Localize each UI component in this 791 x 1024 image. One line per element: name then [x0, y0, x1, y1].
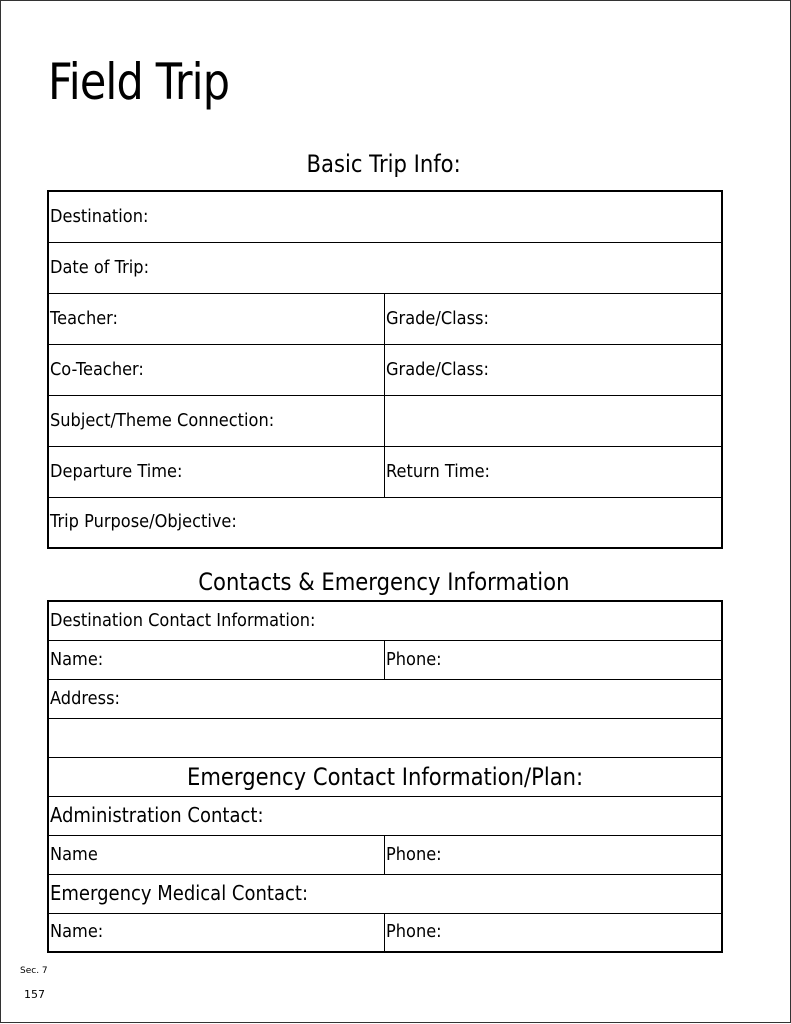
contacts-heading: [47, 566, 721, 598]
admin-name-field[interactable]: [48, 835, 384, 874]
destination-field[interactable]: [48, 191, 722, 242]
subject-connection-field[interactable]: [48, 395, 384, 446]
table-row: [48, 640, 722, 679]
table-row: [48, 293, 722, 344]
admin-name-label: Name: [50, 843, 98, 865]
table-row: [48, 191, 722, 242]
basic-info-heading-text: Basic Trip Info:: [306, 150, 462, 178]
medical-phone-label: Phone:: [385, 921, 442, 943]
teacher-grade-label: Grade/Class:: [385, 307, 489, 329]
table-row: [48, 913, 722, 952]
subject-connection-value-field[interactable]: [384, 395, 722, 446]
destination-label: Destination:: [50, 205, 149, 227]
date-of-trip-label: Date of Trip:: [50, 256, 150, 278]
table-row: [48, 835, 722, 874]
table-row: [48, 796, 722, 835]
basic-info-heading: [47, 148, 721, 180]
destination-contact-label: Destination Contact Information:: [50, 609, 316, 631]
return-time-field[interactable]: [384, 446, 722, 497]
medical-phone-field[interactable]: [384, 913, 722, 952]
basic-info-table: [47, 190, 723, 549]
address-label: Address:: [50, 687, 120, 709]
table-row: [48, 395, 722, 446]
medical-name-field[interactable]: [48, 913, 384, 952]
table-row: [48, 874, 722, 913]
contact-name-label: Name:: [50, 648, 104, 670]
teacher-grade-field[interactable]: [384, 293, 722, 344]
co-teacher-field[interactable]: [48, 344, 384, 395]
co-teacher-label: Co-Teacher:: [50, 358, 144, 380]
table-row: [48, 242, 722, 293]
subject-connection-label: Subject/Theme Connection:: [50, 409, 275, 431]
table-row: [48, 497, 722, 548]
emergency-heading-cell: [48, 757, 722, 796]
table-row: [48, 446, 722, 497]
teacher-label: Teacher:: [50, 307, 119, 329]
destination-contact-field[interactable]: [48, 601, 722, 640]
footer-page-number: 157: [24, 988, 45, 1001]
contacts-table: [47, 600, 723, 953]
address-line-2-field[interactable]: [48, 718, 722, 757]
table-row: [48, 679, 722, 718]
medical-contact-label: Emergency Medical Contact:: [50, 880, 309, 905]
table-row: [48, 757, 722, 796]
contact-phone-field[interactable]: [384, 640, 722, 679]
contact-phone-label: Phone:: [385, 648, 442, 670]
admin-phone-field[interactable]: [384, 835, 722, 874]
page-title: Field Trip: [48, 53, 230, 111]
emergency-heading: Emergency Contact Information/Plan:: [187, 762, 584, 791]
medical-contact-field[interactable]: [48, 874, 722, 913]
departure-time-label: Departure Time:: [50, 460, 183, 482]
purpose-field[interactable]: [48, 497, 722, 548]
table-row: [48, 344, 722, 395]
date-of-trip-field[interactable]: [48, 242, 722, 293]
table-row: [48, 718, 722, 757]
contact-name-field[interactable]: [48, 640, 384, 679]
co-teacher-grade-label: Grade/Class:: [385, 358, 489, 380]
address-field[interactable]: [48, 679, 722, 718]
admin-contact-label: Administration Contact:: [50, 802, 264, 827]
purpose-label: Trip Purpose/Objective:: [50, 511, 237, 533]
departure-time-field[interactable]: [48, 446, 384, 497]
footer-section: Sec. 7: [20, 966, 48, 976]
medical-name-label: Name:: [50, 921, 104, 943]
admin-contact-field[interactable]: [48, 796, 722, 835]
teacher-field[interactable]: [48, 293, 384, 344]
admin-phone-label: Phone:: [385, 843, 442, 865]
co-teacher-grade-field[interactable]: [384, 344, 722, 395]
table-row: [48, 601, 722, 640]
contacts-heading-text: Contacts & Emergency Information: [198, 568, 570, 596]
return-time-label: Return Time:: [385, 460, 490, 482]
